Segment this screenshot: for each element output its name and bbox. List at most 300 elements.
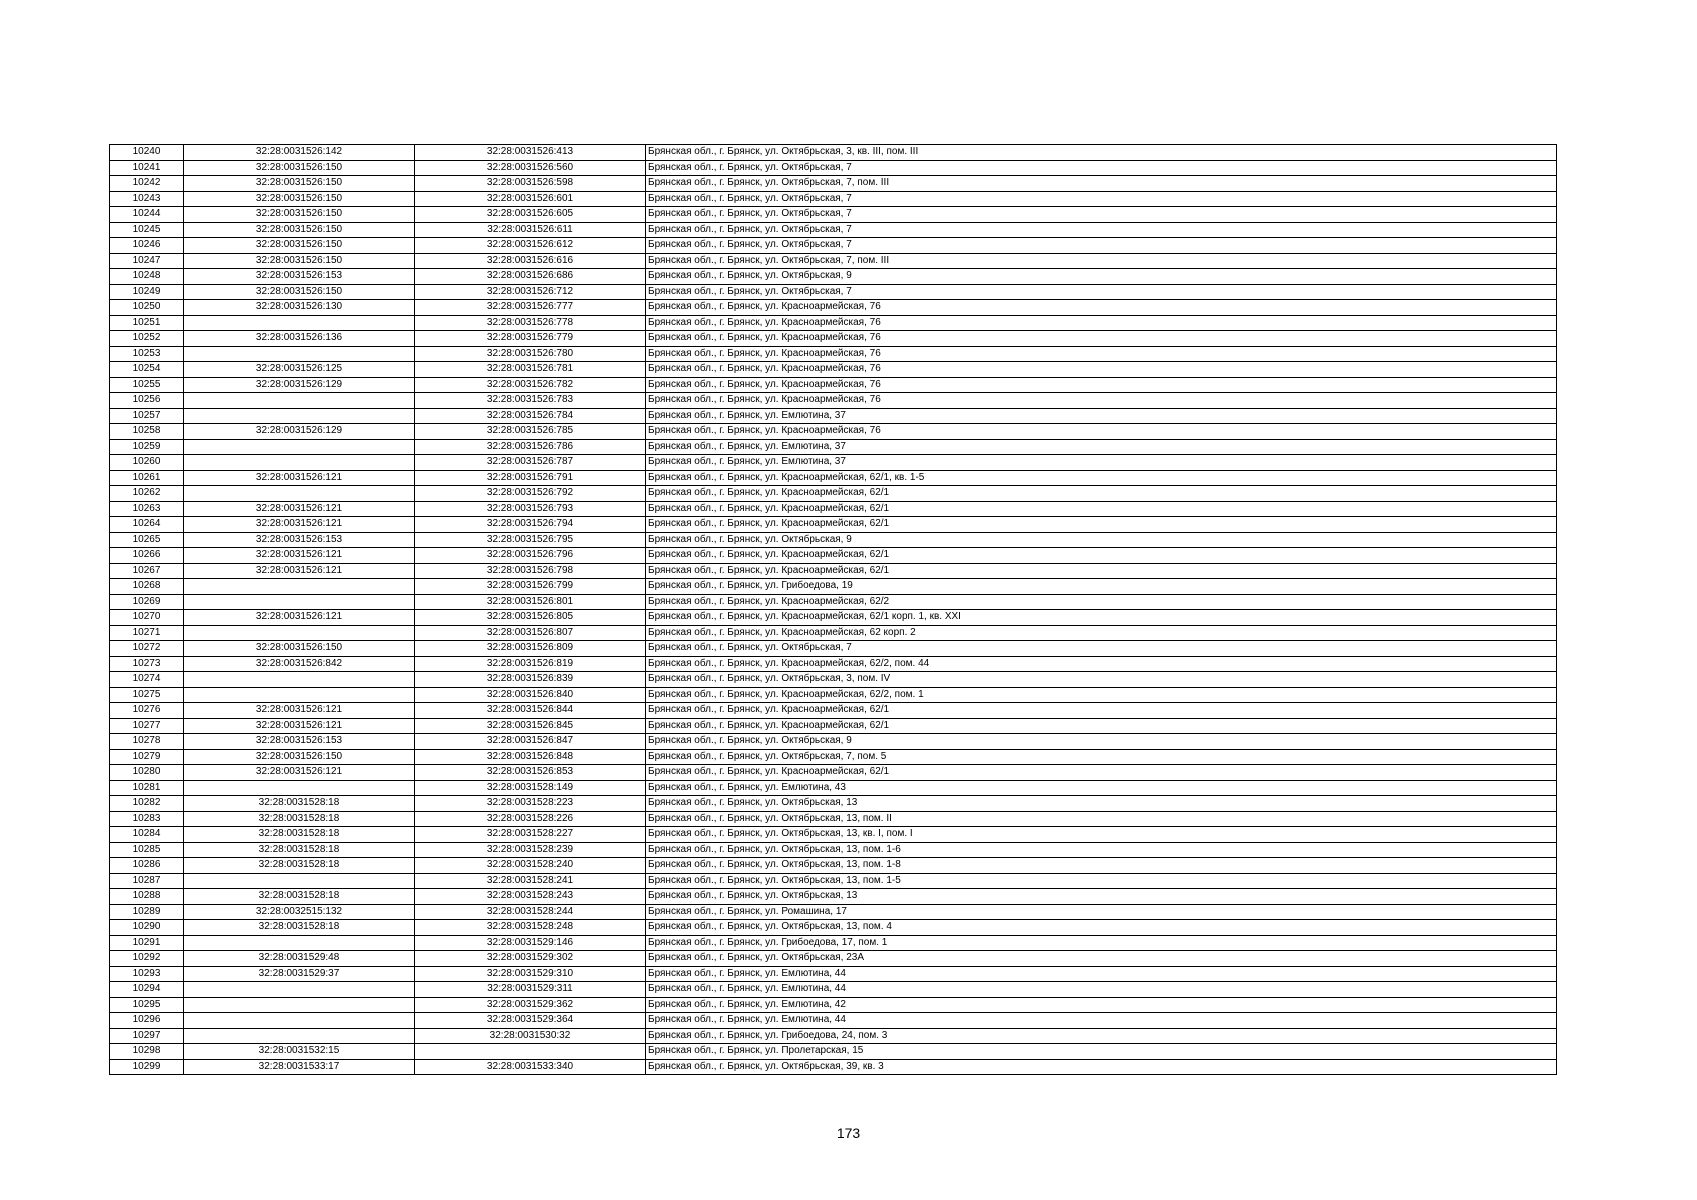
table-row xyxy=(110,734,1557,750)
row-number-cell: 10294 xyxy=(110,982,184,998)
address-cell: Брянская обл., г. Брянск, ул. Октябрьская, 9 xyxy=(646,269,1557,285)
table-row xyxy=(110,858,1557,874)
address-cell: Брянская обл., г. Брянск, ул. Красноармейская, 76 xyxy=(646,393,1557,409)
cadastral-number-cell: 32:28:0031526:853 xyxy=(415,765,646,781)
address-cell: Брянская обл., г. Брянск, ул. Красноармейская, 62/1 корп. 1, кв. XXI xyxy=(646,610,1557,626)
parent-cadastral-cell: 32:28:0031526:153 xyxy=(184,269,415,285)
table-row xyxy=(110,346,1557,362)
row-number-cell: 10269 xyxy=(110,594,184,610)
table-row xyxy=(110,377,1557,393)
address-cell: Брянская обл., г. Брянск, ул. Октябрьская, 13, пом. 1-5 xyxy=(646,873,1557,889)
address-cell: Брянская обл., г. Брянск, ул. Красноармейская, 62/1 xyxy=(646,703,1557,719)
address-cell: Брянская обл., г. Брянск, ул. Октябрьская, 39, кв. 3 xyxy=(646,1059,1557,1075)
cadastral-number-cell: 32:28:0031533:340 xyxy=(415,1059,646,1075)
row-number-cell: 10258 xyxy=(110,424,184,440)
address-cell: Брянская обл., г. Брянск, ул. Красноармейская, 62/2, пом. 44 xyxy=(646,656,1557,672)
parent-cadastral-cell xyxy=(184,687,415,703)
cadastral-number-cell: 32:28:0031526:686 xyxy=(415,269,646,285)
row-number-cell: 10276 xyxy=(110,703,184,719)
cadastral-number-cell: 32:28:0031526:598 xyxy=(415,176,646,192)
table-row xyxy=(110,579,1557,595)
address-cell: Брянская обл., г. Брянск, ул. Ромашина, 17 xyxy=(646,904,1557,920)
table-row xyxy=(110,1059,1557,1075)
row-number-cell: 10244 xyxy=(110,207,184,223)
row-number-cell: 10264 xyxy=(110,517,184,533)
address-cell: Брянская обл., г. Брянск, ул. Красноармейская, 62/1 xyxy=(646,765,1557,781)
address-cell: Брянская обл., г. Брянск, ул. Октябрьская, 13, кв. I, пом. I xyxy=(646,827,1557,843)
registry-table xyxy=(109,144,1557,1075)
cadastral-number-cell: 32:28:0031529:362 xyxy=(415,997,646,1013)
address-cell: Брянская обл., г. Брянск, ул. Красноармейская, 62 корп. 2 xyxy=(646,625,1557,641)
address-cell: Брянская обл., г. Брянск, ул. Емлютина, 42 xyxy=(646,997,1557,1013)
address-cell: Брянская обл., г. Брянск, ул. Грибоедова, 17, пом. 1 xyxy=(646,935,1557,951)
row-number-cell: 10272 xyxy=(110,641,184,657)
cadastral-number-cell: 32:28:0031526:605 xyxy=(415,207,646,223)
address-cell: Брянская обл., г. Брянск, ул. Красноармейская, 62/1 xyxy=(646,563,1557,579)
table-row xyxy=(110,641,1557,657)
page-number: 173 xyxy=(836,1125,861,1141)
table-row xyxy=(110,486,1557,502)
parent-cadastral-cell: 32:28:0031533:17 xyxy=(184,1059,415,1075)
row-number-cell: 10248 xyxy=(110,269,184,285)
parent-cadastral-cell: 32:28:0031526:842 xyxy=(184,656,415,672)
table-row xyxy=(110,517,1557,533)
address-cell: Брянская обл., г. Брянск, ул. Октябрьская, 7, пом. III xyxy=(646,253,1557,269)
table-row xyxy=(110,1028,1557,1044)
cadastral-number-cell: 32:28:0031526:819 xyxy=(415,656,646,672)
cadastral-number-cell: 32:28:0031526:601 xyxy=(415,191,646,207)
row-number-cell: 10255 xyxy=(110,377,184,393)
table-row xyxy=(110,827,1557,843)
parent-cadastral-cell: 32:28:0031528:18 xyxy=(184,827,415,843)
cadastral-number-cell: 32:28:0031529:146 xyxy=(415,935,646,951)
table-row xyxy=(110,687,1557,703)
cadastral-number-cell: 32:28:0031526:809 xyxy=(415,641,646,657)
cadastral-number-cell: 32:28:0031526:787 xyxy=(415,455,646,471)
cadastral-number-cell: 32:28:0031526:413 xyxy=(415,145,646,161)
cadastral-number-cell: 32:28:0031526:844 xyxy=(415,703,646,719)
parent-cadastral-cell: 32:28:0031526:121 xyxy=(184,718,415,734)
table-row xyxy=(110,253,1557,269)
cadastral-number-cell: 32:28:0031528:223 xyxy=(415,796,646,812)
table-row xyxy=(110,982,1557,998)
row-number-cell: 10240 xyxy=(110,145,184,161)
table-row xyxy=(110,1044,1557,1060)
row-number-cell: 10261 xyxy=(110,470,184,486)
parent-cadastral-cell: 32:28:0031526:150 xyxy=(184,207,415,223)
row-number-cell: 10297 xyxy=(110,1028,184,1044)
parent-cadastral-cell: 32:28:0031526:121 xyxy=(184,765,415,781)
table-row xyxy=(110,703,1557,719)
parent-cadastral-cell xyxy=(184,346,415,362)
parent-cadastral-cell: 32:28:0031528:18 xyxy=(184,858,415,874)
row-number-cell: 10263 xyxy=(110,501,184,517)
row-number-cell: 10278 xyxy=(110,734,184,750)
address-cell: Брянская обл., г. Брянск, ул. Емлютина, 44 xyxy=(646,966,1557,982)
parent-cadastral-cell: 32:28:0031528:18 xyxy=(184,920,415,936)
row-number-cell: 10290 xyxy=(110,920,184,936)
cadastral-number-cell: 32:28:0031526:848 xyxy=(415,749,646,765)
parent-cadastral-cell xyxy=(184,486,415,502)
parent-cadastral-cell xyxy=(184,1013,415,1029)
table-row xyxy=(110,718,1557,734)
table-row xyxy=(110,238,1557,254)
cadastral-number-cell: 32:28:0031526:785 xyxy=(415,424,646,440)
row-number-cell: 10260 xyxy=(110,455,184,471)
row-number-cell: 10250 xyxy=(110,300,184,316)
parent-cadastral-cell: 32:28:0031526:121 xyxy=(184,703,415,719)
cadastral-number-cell: 32:28:0031528:244 xyxy=(415,904,646,920)
address-cell: Брянская обл., г. Брянск, ул. Красноармейская, 62/1 xyxy=(646,501,1557,517)
row-number-cell: 10283 xyxy=(110,811,184,827)
parent-cadastral-cell: 32:28:0031526:136 xyxy=(184,331,415,347)
row-number-cell: 10270 xyxy=(110,610,184,626)
address-cell: Брянская обл., г. Брянск, ул. Емлютина, 44 xyxy=(646,1013,1557,1029)
parent-cadastral-cell: 32:28:0031526:150 xyxy=(184,238,415,254)
parent-cadastral-cell: 32:28:0031529:48 xyxy=(184,951,415,967)
address-cell: Брянская обл., г. Брянск, ул. Октябрьская, 7 xyxy=(646,284,1557,300)
table-row xyxy=(110,656,1557,672)
cadastral-number-cell: 32:28:0031528:226 xyxy=(415,811,646,827)
address-cell: Брянская обл., г. Брянск, ул. Красноармейская, 76 xyxy=(646,300,1557,316)
cadastral-number-cell: 32:28:0031526:845 xyxy=(415,718,646,734)
table-row xyxy=(110,284,1557,300)
table-row xyxy=(110,610,1557,626)
parent-cadastral-cell xyxy=(184,455,415,471)
row-number-cell: 10241 xyxy=(110,160,184,176)
parent-cadastral-cell: 32:28:0031528:18 xyxy=(184,842,415,858)
address-cell: Брянская обл., г. Брянск, ул. Красноармейская, 76 xyxy=(646,331,1557,347)
cadastral-number-cell: 32:28:0031526:801 xyxy=(415,594,646,610)
address-cell: Брянская обл., г. Брянск, ул. Емлютина, 44 xyxy=(646,982,1557,998)
table-row xyxy=(110,842,1557,858)
parent-cadastral-cell: 32:28:0031532:15 xyxy=(184,1044,415,1060)
parent-cadastral-cell: 32:28:0031528:18 xyxy=(184,811,415,827)
table-row xyxy=(110,455,1557,471)
cadastral-number-cell: 32:28:0031526:784 xyxy=(415,408,646,424)
table-row xyxy=(110,997,1557,1013)
parent-cadastral-cell: 32:28:0031526:129 xyxy=(184,377,415,393)
address-cell: Брянская обл., г. Брянск, ул. Красноармейская, 62/1, кв. 1-5 xyxy=(646,470,1557,486)
address-cell: Брянская обл., г. Брянск, ул. Октябрьская, 7 xyxy=(646,641,1557,657)
table-row xyxy=(110,176,1557,192)
row-number-cell: 10273 xyxy=(110,656,184,672)
table-row xyxy=(110,532,1557,548)
row-number-cell: 10251 xyxy=(110,315,184,331)
parent-cadastral-cell: 32:28:0031526:125 xyxy=(184,362,415,378)
parent-cadastral-cell: 32:28:0031528:18 xyxy=(184,889,415,905)
address-cell: Брянская обл., г. Брянск, ул. Пролетарская, 15 xyxy=(646,1044,1557,1060)
row-number-cell: 10257 xyxy=(110,408,184,424)
parent-cadastral-cell: 32:28:0031526:121 xyxy=(184,470,415,486)
address-cell: Брянская обл., г. Брянск, ул. Красноармейская, 62/2 xyxy=(646,594,1557,610)
address-cell: Брянская обл., г. Брянск, ул. Октябрьская, 7 xyxy=(646,160,1557,176)
address-cell: Брянская обл., г. Брянск, ул. Октябрьская, 7 xyxy=(646,207,1557,223)
row-number-cell: 10275 xyxy=(110,687,184,703)
cadastral-number-cell: 32:28:0031526:777 xyxy=(415,300,646,316)
address-cell: Брянская обл., г. Брянск, ул. Красноармейская, 76 xyxy=(646,424,1557,440)
parent-cadastral-cell: 32:28:0031526:150 xyxy=(184,253,415,269)
row-number-cell: 10267 xyxy=(110,563,184,579)
table-row xyxy=(110,796,1557,812)
cadastral-number-cell: 32:28:0031526:786 xyxy=(415,439,646,455)
table-row xyxy=(110,563,1557,579)
cadastral-number-cell: 32:28:0031526:779 xyxy=(415,331,646,347)
row-number-cell: 10268 xyxy=(110,579,184,595)
row-number-cell: 10254 xyxy=(110,362,184,378)
cadastral-number-cell: 32:28:0031526:794 xyxy=(415,517,646,533)
row-number-cell: 10284 xyxy=(110,827,184,843)
row-number-cell: 10253 xyxy=(110,346,184,362)
table-row xyxy=(110,207,1557,223)
address-cell: Брянская обл., г. Брянск, ул. Октябрьская, 13, пом. 4 xyxy=(646,920,1557,936)
parent-cadastral-cell xyxy=(184,982,415,998)
row-number-cell: 10282 xyxy=(110,796,184,812)
table-row xyxy=(110,1013,1557,1029)
row-number-cell: 10296 xyxy=(110,1013,184,1029)
row-number-cell: 10246 xyxy=(110,238,184,254)
parent-cadastral-cell: 32:28:0031526:121 xyxy=(184,563,415,579)
row-number-cell: 10292 xyxy=(110,951,184,967)
cadastral-number-cell: 32:28:0031528:241 xyxy=(415,873,646,889)
address-cell: Брянская обл., г. Брянск, ул. Октябрьская, 3, пом. IV xyxy=(646,672,1557,688)
cadastral-number-cell: 32:28:0031529:302 xyxy=(415,951,646,967)
parent-cadastral-cell: 32:28:0031528:18 xyxy=(184,796,415,812)
table-row xyxy=(110,160,1557,176)
cadastral-number-cell: 32:28:0031528:227 xyxy=(415,827,646,843)
table-row xyxy=(110,501,1557,517)
row-number-cell: 10256 xyxy=(110,393,184,409)
address-cell: Брянская обл., г. Брянск, ул. Октябрьская, 3, кв. III, пом. III xyxy=(646,145,1557,161)
address-cell: Брянская обл., г. Брянск, ул. Октябрьская, 13 xyxy=(646,796,1557,812)
cadastral-number-cell: 32:28:0031526:792 xyxy=(415,486,646,502)
cadastral-number-cell: 32:28:0031529:310 xyxy=(415,966,646,982)
cadastral-number-cell: 32:28:0031526:796 xyxy=(415,548,646,564)
row-number-cell: 10242 xyxy=(110,176,184,192)
parent-cadastral-cell xyxy=(184,315,415,331)
table-row xyxy=(110,935,1557,951)
table-row xyxy=(110,424,1557,440)
table-row xyxy=(110,811,1557,827)
cadastral-number-cell: 32:28:0031528:240 xyxy=(415,858,646,874)
parent-cadastral-cell xyxy=(184,997,415,1013)
address-cell: Брянская обл., г. Брянск, ул. Красноармейская, 76 xyxy=(646,346,1557,362)
parent-cadastral-cell: 32:28:0031526:121 xyxy=(184,610,415,626)
parent-cadastral-cell: 32:28:0031526:153 xyxy=(184,734,415,750)
row-number-cell: 10281 xyxy=(110,780,184,796)
parent-cadastral-cell: 32:28:0031526:142 xyxy=(184,145,415,161)
table-row xyxy=(110,672,1557,688)
table-row xyxy=(110,191,1557,207)
row-number-cell: 10280 xyxy=(110,765,184,781)
cadastral-number-cell: 32:28:0031526:611 xyxy=(415,222,646,238)
cadastral-number-cell: 32:28:0031526:798 xyxy=(415,563,646,579)
row-number-cell: 10245 xyxy=(110,222,184,238)
table-row xyxy=(110,393,1557,409)
table-row xyxy=(110,625,1557,641)
address-cell: Брянская обл., г. Брянск, ул. Емлютина, 37 xyxy=(646,455,1557,471)
table-row xyxy=(110,780,1557,796)
table-row xyxy=(110,315,1557,331)
address-cell: Брянская обл., г. Брянск, ул. Емлютина, 43 xyxy=(646,780,1557,796)
address-cell: Брянская обл., г. Брянск, ул. Октябрьская, 9 xyxy=(646,532,1557,548)
address-cell: Брянская обл., г. Брянск, ул. Красноармейская, 76 xyxy=(646,362,1557,378)
cadastral-number-cell: 32:28:0031526:791 xyxy=(415,470,646,486)
row-number-cell: 10291 xyxy=(110,935,184,951)
address-cell: Брянская обл., г. Брянск, ул. Октябрьская, 7, пом. III xyxy=(646,176,1557,192)
address-cell: Брянская обл., г. Брянск, ул. Октябрьская, 13 xyxy=(646,889,1557,905)
parent-cadastral-cell xyxy=(184,935,415,951)
address-cell: Брянская обл., г. Брянск, ул. Октябрьская, 7 xyxy=(646,238,1557,254)
parent-cadastral-cell: 32:28:0031526:129 xyxy=(184,424,415,440)
parent-cadastral-cell: 32:28:0031526:121 xyxy=(184,501,415,517)
cadastral-number-cell: 32:28:0031528:243 xyxy=(415,889,646,905)
cadastral-number-cell: 32:28:0031526:805 xyxy=(415,610,646,626)
address-cell: Брянская обл., г. Брянск, ул. Октябрьская, 9 xyxy=(646,734,1557,750)
cadastral-number-cell: 32:28:0031526:616 xyxy=(415,253,646,269)
address-cell: Брянская обл., г. Брянск, ул. Емлютина, 37 xyxy=(646,439,1557,455)
cadastral-number-cell: 32:28:0031526:840 xyxy=(415,687,646,703)
row-number-cell: 10265 xyxy=(110,532,184,548)
row-number-cell: 10249 xyxy=(110,284,184,300)
table-row xyxy=(110,548,1557,564)
address-cell: Брянская обл., г. Брянск, ул. Красноармейская, 62/1 xyxy=(646,718,1557,734)
address-cell: Брянская обл., г. Брянск, ул. Октябрьская, 13, пом. II xyxy=(646,811,1557,827)
parent-cadastral-cell xyxy=(184,1028,415,1044)
address-cell: Брянская обл., г. Брянск, ул. Красноармейская, 76 xyxy=(646,377,1557,393)
row-number-cell: 10286 xyxy=(110,858,184,874)
table-row xyxy=(110,145,1557,161)
address-cell: Брянская обл., г. Брянск, ул. Октябрьская, 7 xyxy=(646,191,1557,207)
address-cell: Брянская обл., г. Брянск, ул. Красноармейская, 76 xyxy=(646,315,1557,331)
table-row xyxy=(110,765,1557,781)
row-number-cell: 10279 xyxy=(110,749,184,765)
table-row xyxy=(110,889,1557,905)
row-number-cell: 10247 xyxy=(110,253,184,269)
table-row xyxy=(110,873,1557,889)
table-row xyxy=(110,749,1557,765)
parent-cadastral-cell: 32:28:0031526:150 xyxy=(184,176,415,192)
parent-cadastral-cell: 32:28:0031526:150 xyxy=(184,641,415,657)
table-row xyxy=(110,966,1557,982)
parent-cadastral-cell xyxy=(184,594,415,610)
address-cell: Брянская обл., г. Брянск, ул. Красноармейская, 62/2, пом. 1 xyxy=(646,687,1557,703)
table-row xyxy=(110,439,1557,455)
table-row xyxy=(110,269,1557,285)
parent-cadastral-cell xyxy=(184,439,415,455)
cadastral-number-cell: 32:28:0031526:560 xyxy=(415,160,646,176)
row-number-cell: 10295 xyxy=(110,997,184,1013)
table-row xyxy=(110,408,1557,424)
cadastral-number-cell: 32:28:0031526:793 xyxy=(415,501,646,517)
parent-cadastral-cell: 32:28:0031526:150 xyxy=(184,284,415,300)
row-number-cell: 10293 xyxy=(110,966,184,982)
parent-cadastral-cell: 32:28:0031526:121 xyxy=(184,517,415,533)
cadastral-number-cell: 32:28:0031526:782 xyxy=(415,377,646,393)
parent-cadastral-cell: 32:28:0031526:130 xyxy=(184,300,415,316)
cadastral-number-cell: 32:28:0031526:781 xyxy=(415,362,646,378)
row-number-cell: 10266 xyxy=(110,548,184,564)
address-cell: Брянская обл., г. Брянск, ул. Красноармейская, 62/1 xyxy=(646,548,1557,564)
table-row xyxy=(110,920,1557,936)
address-cell: Брянская обл., г. Брянск, ул. Октябрьская, 13, пом. 1-8 xyxy=(646,858,1557,874)
parent-cadastral-cell: 32:28:0031526:150 xyxy=(184,749,415,765)
parent-cadastral-cell xyxy=(184,393,415,409)
table-row xyxy=(110,594,1557,610)
table-row xyxy=(110,951,1557,967)
parent-cadastral-cell: 32:28:0031526:150 xyxy=(184,191,415,207)
parent-cadastral-cell: 32:28:0031526:153 xyxy=(184,532,415,548)
address-cell: Брянская обл., г. Брянск, ул. Октябрьская, 23А xyxy=(646,951,1557,967)
address-cell: Брянская обл., г. Брянск, ул. Октябрьская, 13, пом. 1-6 xyxy=(646,842,1557,858)
table-row xyxy=(110,904,1557,920)
row-number-cell: 10277 xyxy=(110,718,184,734)
table-row xyxy=(110,222,1557,238)
cadastral-number-cell: 32:28:0031526:839 xyxy=(415,672,646,688)
cadastral-number-cell: 32:28:0031528:149 xyxy=(415,780,646,796)
cadastral-number-cell: 32:28:0031526:780 xyxy=(415,346,646,362)
row-number-cell: 10243 xyxy=(110,191,184,207)
parent-cadastral-cell xyxy=(184,579,415,595)
cadastral-number-cell xyxy=(415,1044,646,1060)
cadastral-number-cell: 32:28:0031528:239 xyxy=(415,842,646,858)
parent-cadastral-cell: 32:28:0031526:150 xyxy=(184,160,415,176)
table-row xyxy=(110,362,1557,378)
cadastral-number-cell: 32:28:0031530:32 xyxy=(415,1028,646,1044)
row-number-cell: 10262 xyxy=(110,486,184,502)
parent-cadastral-cell xyxy=(184,672,415,688)
row-number-cell: 10299 xyxy=(110,1059,184,1075)
cadastral-number-cell: 32:28:0031526:778 xyxy=(415,315,646,331)
parent-cadastral-cell xyxy=(184,780,415,796)
row-number-cell: 10259 xyxy=(110,439,184,455)
cadastral-number-cell: 32:28:0031529:311 xyxy=(415,982,646,998)
parent-cadastral-cell xyxy=(184,873,415,889)
cadastral-number-cell: 32:28:0031526:847 xyxy=(415,734,646,750)
row-number-cell: 10288 xyxy=(110,889,184,905)
table-row xyxy=(110,331,1557,347)
cadastral-number-cell: 32:28:0031529:364 xyxy=(415,1013,646,1029)
row-number-cell: 10274 xyxy=(110,672,184,688)
row-number-cell: 10298 xyxy=(110,1044,184,1060)
cadastral-number-cell: 32:28:0031526:795 xyxy=(415,532,646,548)
cadastral-number-cell: 32:28:0031526:612 xyxy=(415,238,646,254)
address-cell: Брянская обл., г. Брянск, ул. Красноармейская, 62/1 xyxy=(646,486,1557,502)
row-number-cell: 10271 xyxy=(110,625,184,641)
cadastral-number-cell: 32:28:0031526:807 xyxy=(415,625,646,641)
parent-cadastral-cell: 32:28:0032515:132 xyxy=(184,904,415,920)
parent-cadastral-cell xyxy=(184,408,415,424)
table-row xyxy=(110,300,1557,316)
parent-cadastral-cell: 32:28:0031526:150 xyxy=(184,222,415,238)
cadastral-number-cell: 32:28:0031526:799 xyxy=(415,579,646,595)
parent-cadastral-cell: 32:28:0031529:37 xyxy=(184,966,415,982)
row-number-cell: 10289 xyxy=(110,904,184,920)
address-cell: Брянская обл., г. Брянск, ул. Емлютина, 37 xyxy=(646,408,1557,424)
row-number-cell: 10285 xyxy=(110,842,184,858)
cadastral-number-cell: 32:28:0031526:783 xyxy=(415,393,646,409)
row-number-cell: 10287 xyxy=(110,873,184,889)
cadastral-number-cell: 32:28:0031526:712 xyxy=(415,284,646,300)
row-number-cell: 10252 xyxy=(110,331,184,347)
parent-cadastral-cell xyxy=(184,625,415,641)
parent-cadastral-cell: 32:28:0031526:121 xyxy=(184,548,415,564)
address-cell: Брянская обл., г. Брянск, ул. Красноармейская, 62/1 xyxy=(646,517,1557,533)
address-cell: Брянская обл., г. Брянск, ул. Грибоедова, 19 xyxy=(646,579,1557,595)
table-row xyxy=(110,470,1557,486)
address-cell: Брянская обл., г. Брянск, ул. Октябрьская, 7 xyxy=(646,222,1557,238)
address-cell: Брянская обл., г. Брянск, ул. Грибоедова, 24, пом. 3 xyxy=(646,1028,1557,1044)
